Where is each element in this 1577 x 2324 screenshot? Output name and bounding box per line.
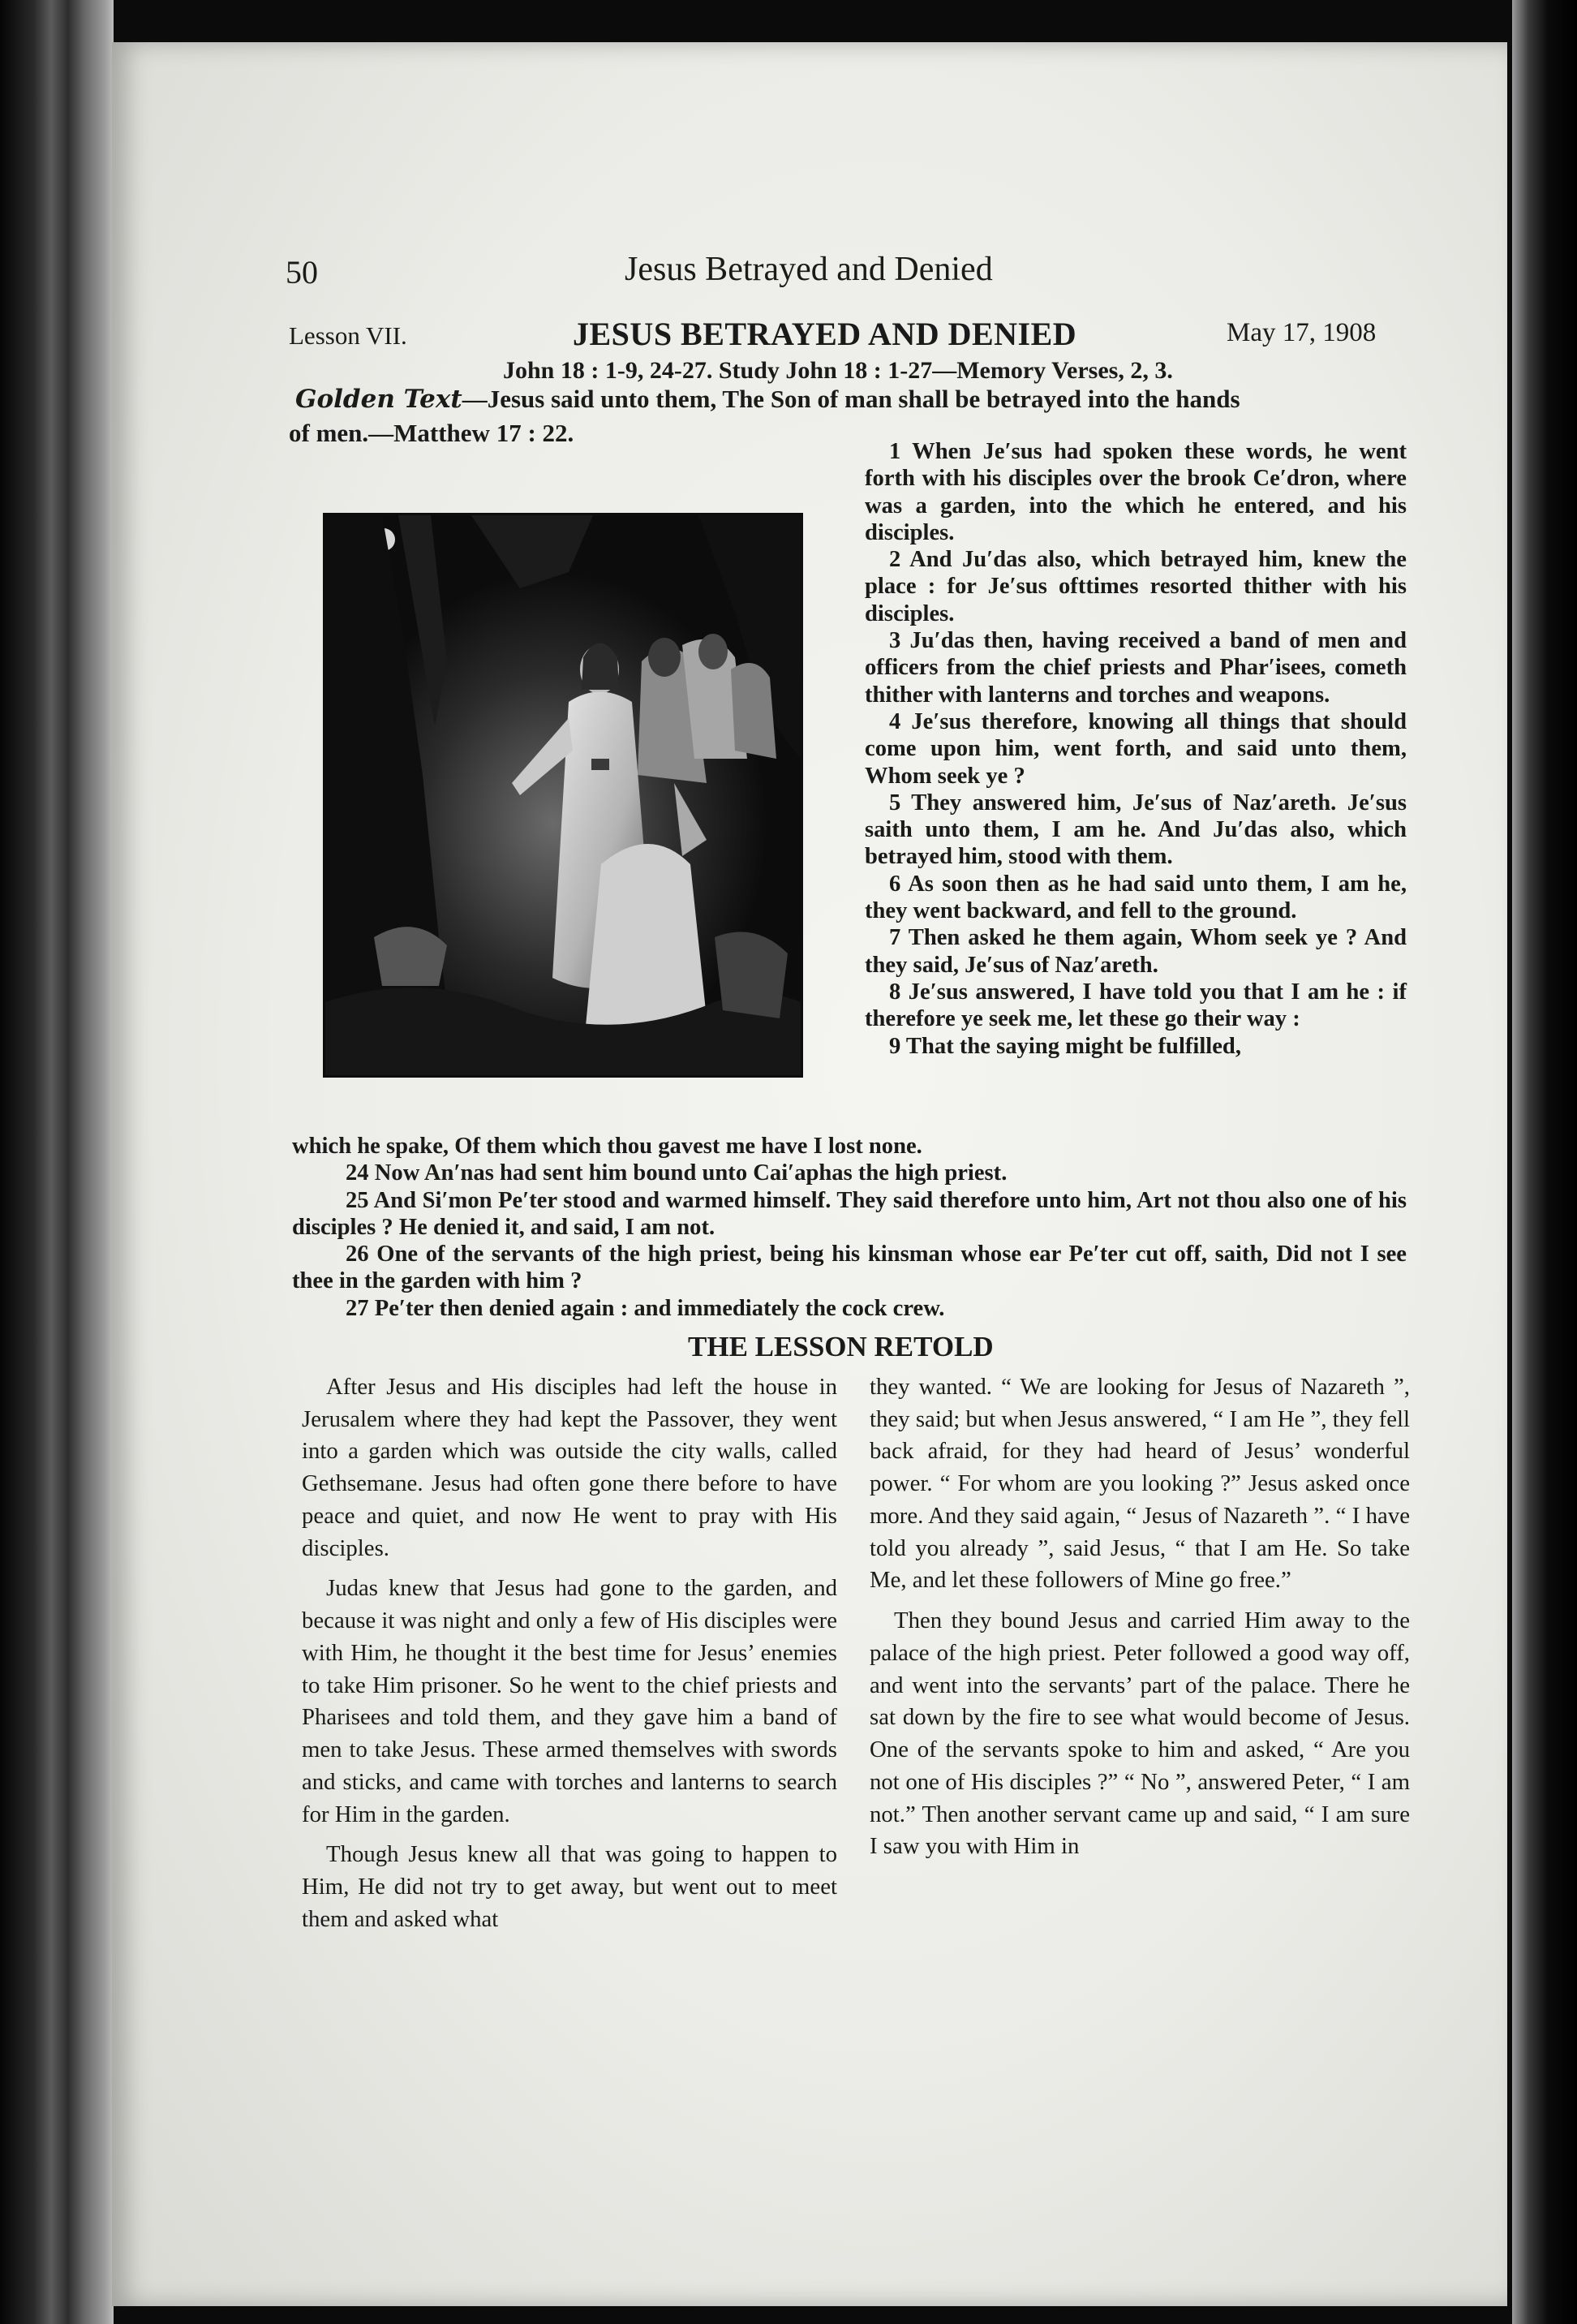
golden-text-label: Golden Text	[295, 385, 462, 414]
section-title-lesson-retold: THE LESSON RETOLD	[688, 1331, 994, 1362]
lesson-date: May 17, 1908	[1227, 318, 1377, 347]
lesson-label: Lesson VII.	[289, 321, 407, 350]
verse-26: 26 One of the servants of the high priest, being his kinsman whose ear Pe′ter cut off, saith, Did not I see thee in the garden with him ?	[292, 1242, 1407, 1294]
golden-text-line-2: of men.—Matthew 17 : 22.	[289, 419, 574, 447]
golden-text-line-1: —Jesus said unto them, The Son of man shall be betrayed into the hands	[462, 385, 1240, 413]
verse-9-continued: which he spake, Of them which thou gavest me have I lost none.	[292, 1134, 922, 1159]
retold-right-column	[870, 1371, 1410, 1871]
verse-2: 2 And Ju′das also, which betrayed him, knew the place : for Je′sus ofttimes resorted thither with his disciples.	[865, 547, 1407, 626]
verse-5: 5 They answered him, Je′sus of Naz′areth. Je′sus saith unto them, I am he. And Ju′das also, which betrayed him, stood with them.	[865, 790, 1407, 870]
verse-24: 24 Now An′nas had sent him bound unto Cai′aphas the high priest.	[346, 1160, 1008, 1186]
verse-6: 6 As soon then as he had said unto them, I am he, they went backward, and fell to the ground.	[865, 871, 1407, 924]
scripture-verses-column	[865, 438, 1407, 1060]
verse-7: 7 Then asked he them again, Whom seek ye ? And they said, Je′sus of Naz′areth.	[865, 925, 1407, 978]
illustration-jesus-in-garden	[323, 513, 803, 1078]
verse-8: 8 Je′sus answered, I have told you that I am he : if therefore ye seek me, let these go their way :	[865, 979, 1407, 1032]
verse-4: 4 Je′sus therefore, knowing all things that should come upon him, went forth, and said unto them, Whom seek ye ?	[865, 708, 1407, 789]
verse-1: 1 When Je′sus had spoken these words, he went forth with his disciples over the brook Ce′dron, where was a garden, into the which he entered, and his disciples.	[865, 439, 1407, 545]
retold-paragraph: Judas knew that Jesus had gone to the garden, and because it was night and only a few of His disciples were with Him, he thought it the best time for Jesus’ enemies to take Him prisoner. So he went to the chief priests and Pharisees and told them, and they gave him a band of men to take Jesus. These armed themselves with swords and sticks, and came with torches and lanterns to search for Him in the garden.	[302, 1575, 837, 1827]
verse-9: 9 That the saying might be fulfilled,	[889, 1033, 1241, 1059]
verse-25: 25 And Si′mon Pe′ter stood and warmed himself. They said therefore unto him, Art not thou also one of his disciples ? He denied it, and said, I am not.	[292, 1187, 1407, 1240]
retold-paragraph: they wanted. “ We are looking for Jesus of Nazareth ”, they said; but when Jesus answered, “ I am He ”, they fell back afraid, for they had heard of Jesus’ wonderful power. “ For whom are you looking ?” Jesus asked once more. And they said again, “ Jesus of Nazareth ”. “ I have told you already ”, said Jesus, “ that I am He. So take Me, and let these followers of Mine go free.”	[870, 1374, 1410, 1594]
scripture-verses-full-width	[292, 1133, 1407, 1322]
verse-27: 27 Pe′ter then denied again : and immediately the cock crew.	[346, 1295, 945, 1321]
scripture-reference: John 18 : 1-9, 24-27. Study John 18 : 1-27—Memory Verses, 2, 3.	[503, 357, 1173, 384]
retold-paragraph: Though Jesus knew all that was going to happen to Him, He did not try to get away, but went out to meet them and asked what	[302, 1841, 837, 1932]
verse-3: 3 Ju′das then, having received a band of men and officers from the chief priests and Phar′isees, cometh thither with lanterns and torches and weapons.	[865, 628, 1407, 708]
page-number: 50	[286, 254, 318, 290]
lesson-title: JESUS BETRAYED AND DENIED	[573, 316, 1077, 352]
retold-left-column	[302, 1371, 837, 1943]
retold-paragraph: Then they bound Jesus and carried Him away to the palace of the high priest. Peter followed a good way off, and went into the servants’ part of the palace. There he sat down by the fire to see what would become of Jesus. One of the servants spoke to him and asked, “ Are you not one of His disciples ?” “ No ”, answered Peter, “ I am not.” Then another servant came up and said, “ I am sure I saw you with Him in	[870, 1607, 1410, 1860]
retold-paragraph: After Jesus and His disciples had left the house in Jerusalem where they had kept the Passover, they went into a garden which was outside the city walls, called Gethsemane. Jesus had often gone there before to have peace and quiet, and now He went to pray with His disciples.	[302, 1374, 837, 1561]
page-gutter-shadow	[1512, 0, 1577, 2324]
golden-text	[295, 385, 1240, 414]
running-head: Jesus Betrayed and Denied	[625, 251, 993, 288]
book-spine-edge	[0, 0, 114, 2324]
